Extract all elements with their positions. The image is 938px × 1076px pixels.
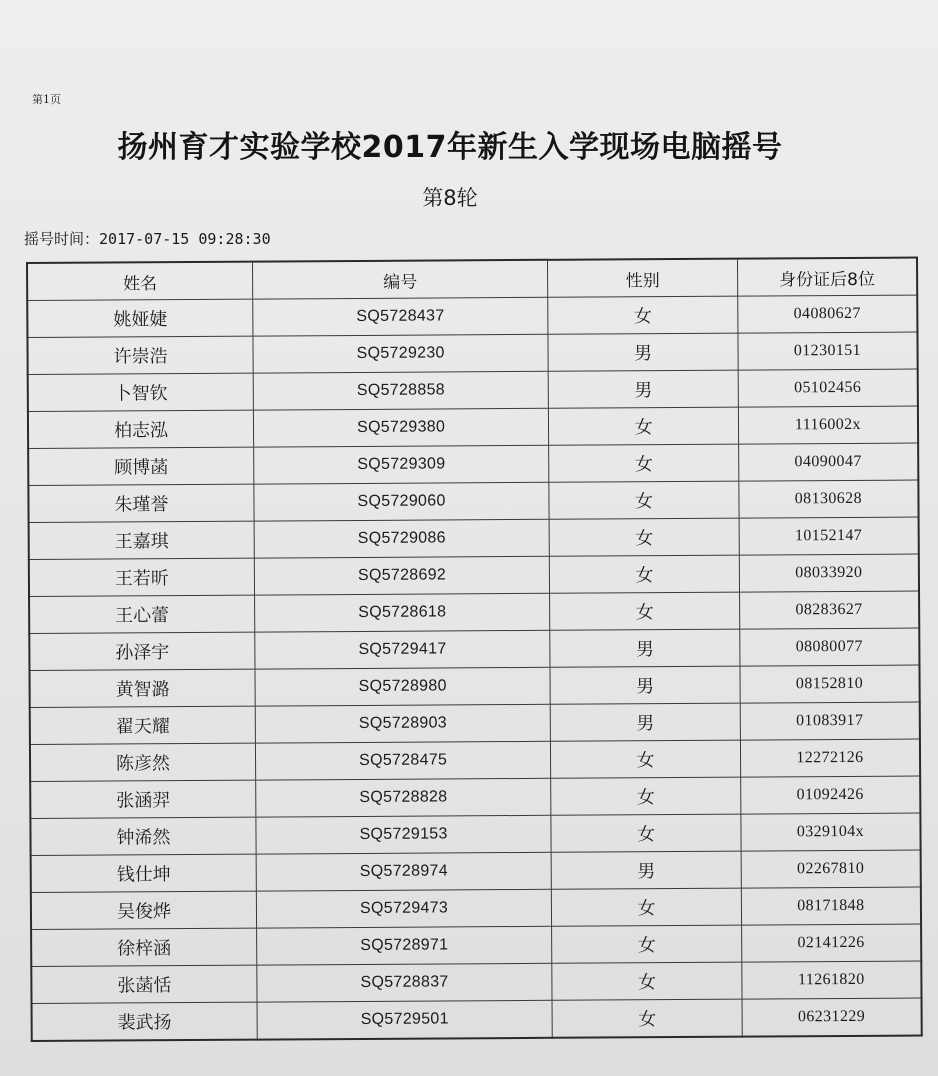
cell-name: 黄智潞	[29, 669, 255, 707]
cell-code: SQ5728692	[254, 556, 550, 595]
cell-id-last8: 08080077	[740, 628, 920, 666]
cell-code: SQ5728974	[256, 852, 552, 891]
cell-code: SQ5729417	[255, 630, 551, 669]
table-row	[29, 554, 919, 596]
cell-id-last8: 08283627	[739, 591, 919, 629]
cell-id-last8: 0329104x	[741, 813, 921, 851]
draw-time-label: 摇号时间：	[24, 230, 100, 248]
cell-gender: 男	[548, 333, 738, 371]
table-row	[29, 591, 919, 633]
cell-id-last8: 04080627	[738, 295, 918, 333]
cell-name: 孙泽宇	[29, 632, 255, 670]
cell-name: 翟天耀	[30, 706, 256, 744]
cell-id-last8: 08033920	[739, 554, 919, 592]
cell-id-last8: 08152810	[740, 665, 920, 703]
cell-code: SQ5729380	[253, 408, 549, 447]
cell-id-last8: 11261820	[742, 961, 922, 999]
cell-gender: 男	[550, 666, 740, 704]
cell-code: SQ5729230	[253, 334, 549, 373]
cell-code: SQ5728618	[254, 593, 550, 632]
cell-gender: 男	[548, 370, 738, 408]
cell-id-last8: 02141226	[741, 924, 921, 962]
cell-name: 王嘉琪	[29, 521, 255, 559]
table-row	[29, 665, 919, 707]
table-row	[28, 406, 918, 448]
cell-gender: 女	[549, 444, 739, 482]
cell-id-last8: 12272126	[740, 739, 920, 777]
cell-name: 张菡恬	[31, 965, 257, 1003]
cell-code: SQ5729153	[256, 815, 552, 854]
cell-name: 钱仕坤	[31, 854, 257, 892]
cell-id-last8: 01092426	[740, 776, 920, 814]
cell-gender: 女	[552, 999, 742, 1038]
header-gender: 性别	[548, 259, 738, 298]
header-name: 姓名	[27, 262, 253, 301]
cell-code: SQ5728437	[253, 297, 549, 336]
cell-code: SQ5728971	[256, 926, 552, 965]
document-title: 扬州育才实验学校2017年新生入学现场电脑摇号	[117, 130, 783, 165]
cell-name: 钟浠然	[30, 817, 256, 855]
cell-gender: 女	[550, 555, 740, 593]
cell-name: 卜智钦	[28, 373, 254, 411]
cell-gender: 男	[551, 703, 741, 741]
cell-name: 裴武扬	[32, 1002, 258, 1041]
cell-id-last8: 06231229	[742, 998, 922, 1037]
table-row	[27, 332, 917, 374]
cell-gender: 女	[551, 777, 741, 815]
round-label: 第8轮	[422, 186, 478, 210]
cell-code: SQ5728828	[256, 778, 552, 817]
cell-name: 张涵羿	[30, 780, 256, 818]
cell-gender: 女	[549, 407, 739, 445]
cell-code: SQ5728903	[255, 704, 551, 743]
cell-code: SQ5729309	[254, 445, 550, 484]
cell-id-last8: 04090047	[738, 443, 918, 481]
cell-id-last8: 08130628	[739, 480, 919, 518]
cell-gender: 女	[548, 296, 738, 334]
cell-code: SQ5728858	[253, 371, 549, 410]
cell-id-last8: 10152147	[739, 517, 919, 555]
table-row	[31, 961, 921, 1003]
lottery-result-table	[26, 257, 923, 1042]
page-number: 第1页	[32, 93, 61, 106]
cell-name: 王心蕾	[29, 595, 255, 633]
cell-code: SQ5728980	[255, 667, 551, 706]
cell-code: SQ5728475	[255, 741, 551, 780]
cell-name: 王若昕	[29, 558, 255, 596]
cell-id-last8: 1116002x	[738, 406, 918, 444]
table-row	[28, 443, 918, 485]
table-row	[31, 850, 921, 892]
header-id-last8: 身份证后8位	[737, 258, 917, 297]
table-row	[30, 813, 920, 855]
cell-gender: 男	[551, 851, 741, 889]
cell-id-last8: 02267810	[741, 850, 921, 888]
table-row	[27, 295, 917, 337]
table-row	[32, 998, 922, 1041]
cell-gender: 女	[549, 518, 739, 556]
table-row	[30, 702, 920, 744]
cell-name: 姚娅婕	[27, 299, 253, 337]
cell-gender: 女	[550, 592, 740, 630]
cell-name: 顾博菡	[28, 447, 254, 485]
table-body	[27, 295, 922, 1041]
cell-name: 徐梓涵	[31, 928, 257, 966]
cell-gender: 女	[552, 888, 742, 926]
cell-id-last8: 05102456	[738, 369, 918, 407]
cell-gender: 女	[552, 925, 742, 963]
table-row	[29, 628, 919, 670]
cell-code: SQ5729060	[254, 482, 550, 521]
cell-id-last8: 01083917	[740, 702, 920, 740]
header-code: 编号	[252, 260, 548, 299]
table-row	[28, 369, 918, 411]
cell-gender: 男	[550, 629, 740, 667]
cell-id-last8: 01230151	[738, 332, 918, 370]
cell-code: SQ5729086	[254, 519, 550, 558]
cell-name: 吴俊烨	[31, 891, 257, 929]
cell-name: 许崇浩	[27, 336, 253, 374]
cell-id-last8: 08171848	[741, 887, 921, 925]
cell-code: SQ5729473	[256, 889, 552, 928]
table-row	[28, 480, 918, 522]
table-row	[30, 776, 920, 818]
cell-name: 陈彦然	[30, 743, 256, 781]
cell-code: SQ5728837	[257, 963, 553, 1002]
cell-code: SQ5729501	[257, 1000, 553, 1039]
table-row	[31, 887, 921, 929]
cell-gender: 女	[552, 962, 742, 1000]
cell-name: 柏志泓	[28, 410, 254, 448]
table-row	[29, 517, 919, 559]
cell-name: 朱瑾誉	[28, 484, 254, 522]
draw-time	[24, 228, 271, 249]
cell-gender: 女	[549, 481, 739, 519]
table-header-row	[27, 258, 917, 301]
table-row	[31, 924, 921, 966]
draw-time-value: 2017-07-15 09:28:30	[99, 230, 271, 248]
cell-gender: 女	[551, 740, 741, 778]
table-row	[30, 739, 920, 781]
cell-gender: 女	[551, 814, 741, 852]
